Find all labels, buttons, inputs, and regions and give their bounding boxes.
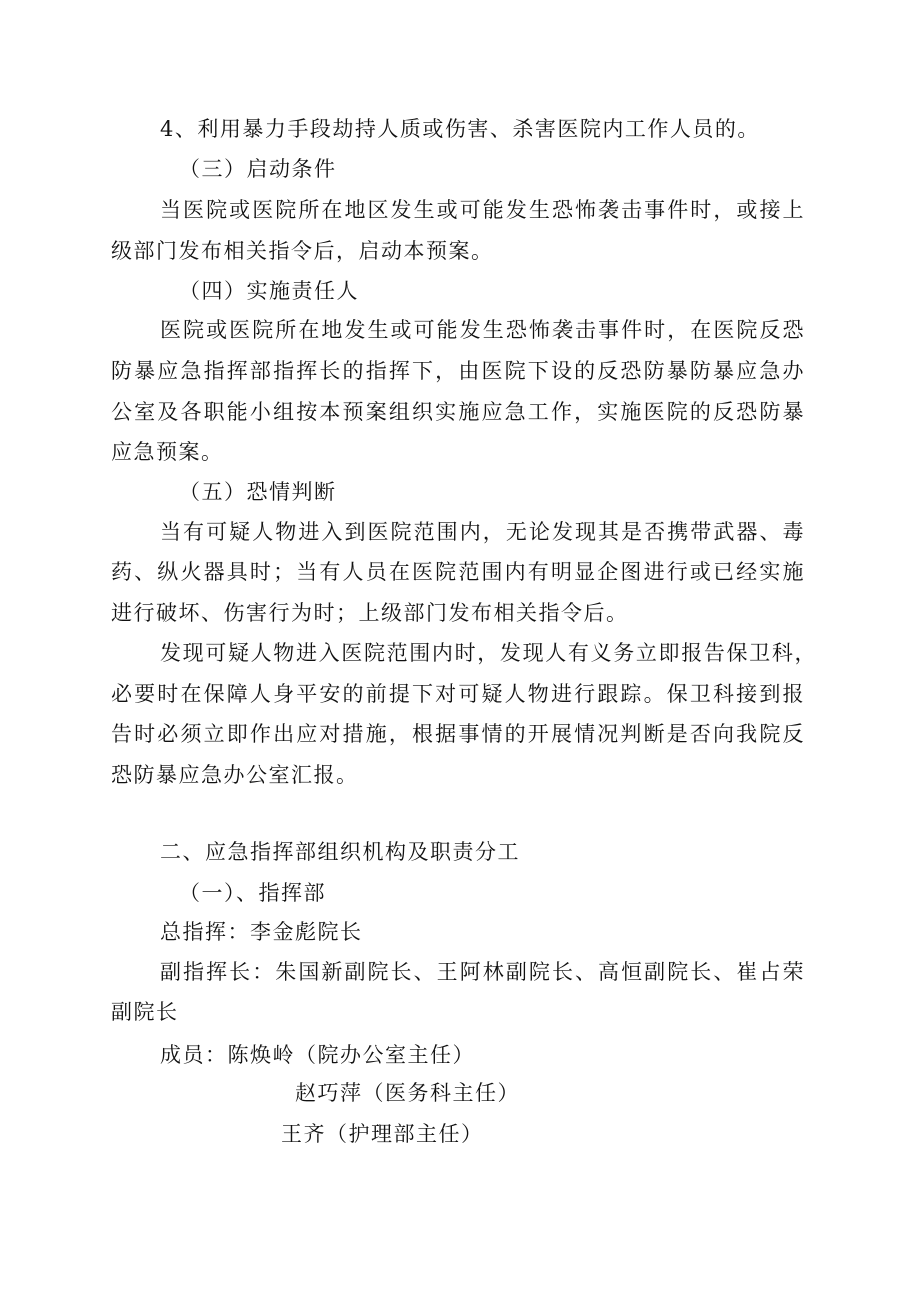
section-3-line-1: 当医院或医院所在地区发生或可能发生恐怖袭击事件时，或接上 [160, 198, 805, 222]
section-3-heading: （三）启动条件 [179, 157, 337, 181]
deputy-line-1: 副指挥长：朱国新副院长、王阿林副院长、高恒副院长、崔占荣 [160, 960, 805, 984]
section-5-heading: （五）恐情判断 [179, 480, 337, 504]
section-4-line-2: 防暴应急指挥部指挥长的指挥下，由医院下设的反恐防暴防暴应急办 [111, 359, 805, 383]
section-5-para-2-line-4: 恐防暴应急办公室汇报。 [111, 763, 359, 787]
members-line-3: 王齐（护理部主任） [281, 1122, 484, 1146]
item-4: 4、利用暴力手段劫持人质或伤害、杀害医院内工作人员的。 [160, 117, 760, 141]
commander-line: 总指挥：李金彪院长 [160, 920, 363, 944]
members-line-1: 成员：陈焕岭（院办公室主任） [160, 1043, 475, 1067]
deputy-line-2: 副院长 [111, 1000, 179, 1024]
part-2-sub-heading: （一）、指挥部 [179, 881, 326, 905]
section-5-para-2-line-2: 必要时在保障人身平安的前提下对可疑人物进行跟踪。保卫科接到报 [111, 682, 805, 706]
section-5-para-2-line-3: 告时必须立即作出应对措施，根据事情的开展情况判断是否向我院反 [111, 722, 805, 746]
section-4-line-4: 应急预案。 [111, 440, 224, 464]
section-5-para-2-line-1: 发现可疑人物进入医院范围内时，发现人有义务立即报告保卫科， [160, 641, 817, 665]
section-3-line-2: 级部门发布相关指令后，启动本预案。 [111, 239, 494, 263]
members-line-2: 赵巧萍（医务科主任） [295, 1081, 520, 1105]
section-4-line-1: 医院或医院所在地发生或可能发生恐怖袭击事件时，在医院反恐 [160, 318, 805, 342]
section-4-line-3: 公室及各职能小组按本预案组织实施应急工作，实施医院的反恐防暴 [111, 400, 805, 424]
section-5-para-1-line-1: 当有可疑人物进入到医院范围内，无论发现其是否携带武器、毒 [160, 520, 805, 544]
section-5-para-1-line-2: 药、纵火器具时；当有人员在医院范围内有明显企图进行或已经实施 [111, 560, 805, 584]
section-5-para-1-line-3: 进行破坏、伤害行为时；上级部门发布相关指令后。 [111, 601, 629, 625]
section-4-heading: （四）实施责任人 [179, 279, 359, 303]
part-2-heading: 二、应急指挥部组织机构及职责分工 [160, 840, 520, 864]
